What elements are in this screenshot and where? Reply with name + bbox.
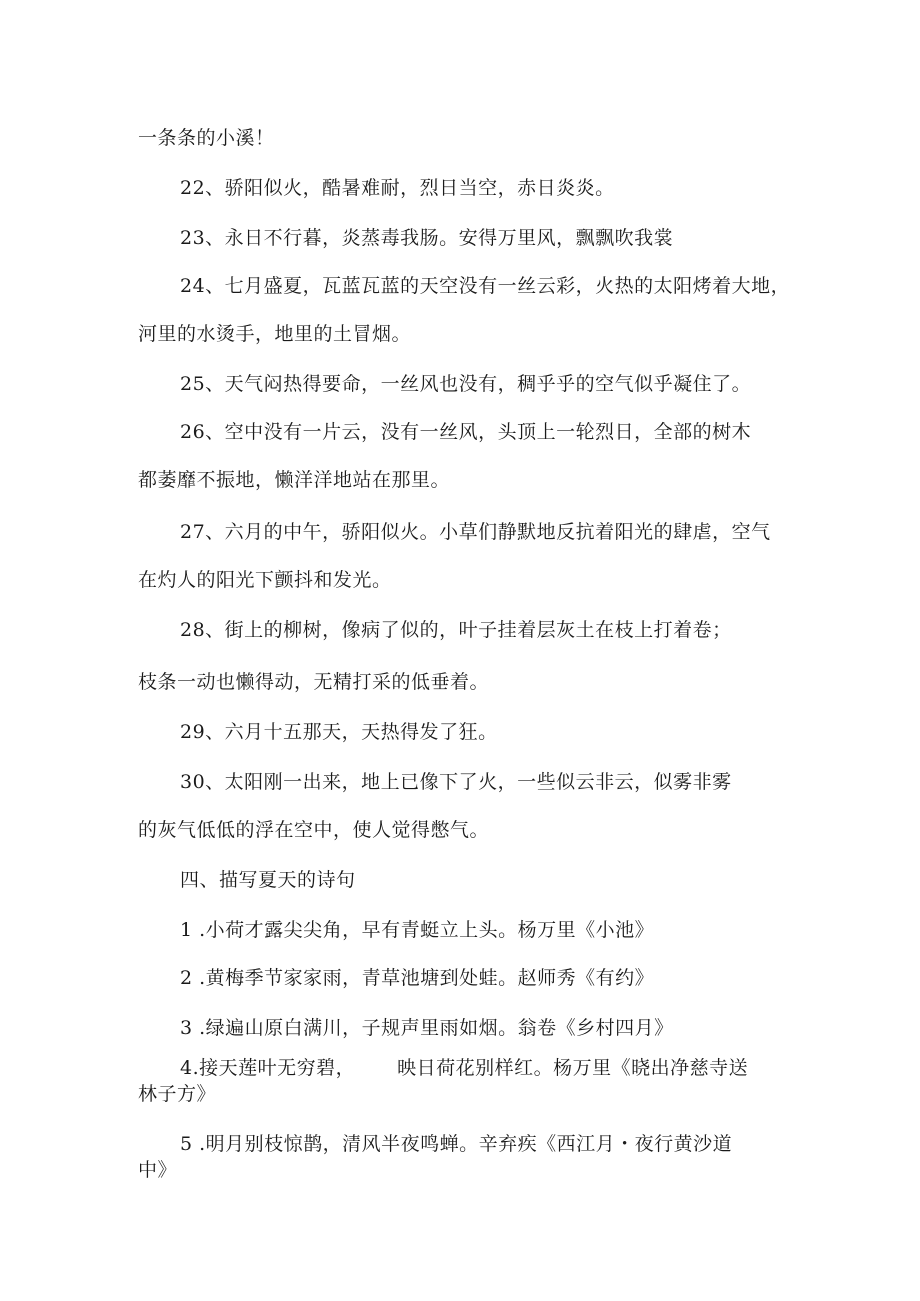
- poem-1: 1 .小荷才露尖尖角，早有青蜓立上头。杨万里《小池》: [180, 919, 655, 941]
- poem-4-line-2: 林子方》: [138, 1083, 217, 1105]
- paragraph-28-line-1: 28、街上的柳树，像病了似的，叶子挂着层灰土在枝上打着卷；: [180, 619, 732, 641]
- poem-4-part-a: 4.接天莲叶无穷碧，: [180, 1057, 356, 1079]
- poem-3: 3 .绿遍山原白满川，子规声里雨如烟。翁卷《乡村四月》: [180, 1017, 674, 1039]
- paragraph-22: 22、骄阳似火，酷暑难耐，烈日当空，赤日炎炎。: [180, 177, 615, 199]
- poem-5-line-1: 5 .明月别枝惊鹊，清风半夜鸣蝉。辛弃疾《西江月・夜行黄沙道: [180, 1133, 733, 1155]
- poem-4-line-1: [180, 1056, 748, 1080]
- poem-4-part-b: 映日荷花别样红。杨万里《晓出净慈寺送: [397, 1057, 749, 1079]
- paragraph-24-line-2: 河里的水烫手，地里的土冒烟。: [138, 323, 412, 345]
- paragraph-26-line-1: 26、空中没有一片云，没有一丝风，头顶上一轮烈日，全部的树木: [180, 421, 752, 443]
- paragraph-25: 25、天气闷热得要命，一丝风也没有，稠乎乎的空气似乎凝住了。: [180, 373, 752, 395]
- paragraph-23: 23、永日不行暮，炎蒸毒我肠。安得万里风，飘飘吹我裳: [180, 227, 674, 249]
- paragraph-27-line-2: 在灼人的阳光下颤抖和发光。: [138, 569, 392, 591]
- paragraph-30-line-2: 的灰气低低的浮在空中，使人觉得憋气。: [138, 819, 490, 841]
- paragraph-27-line-1: 27、六月的中午，骄阳似火。小草们静默地反抗着阳光的肆虐，空气: [180, 521, 771, 543]
- poem-2: 2 .黄梅季节家家雨，青草池塘到处蛙。赵师秀《有约》: [180, 967, 655, 989]
- poem-5-line-2: 中》: [138, 1159, 178, 1181]
- paragraph-30-line-1: 30、太阳刚一出来，地上已像下了火，一些似云非云，似雾非雾: [180, 771, 732, 793]
- paragraph-24-line-1: 24、七月盛夏，瓦蓝瓦蓝的天空没有一丝云彩，火热的太阳烤着大地，: [180, 275, 791, 297]
- paragraph-29: 29、六月十五那天，天热得发了狂。: [180, 721, 498, 743]
- paragraph-line: 一条条的小溪！: [138, 127, 275, 149]
- paragraph-28-line-2: 枝条一动也懒得动，无精打采的低垂着。: [138, 671, 490, 693]
- paragraph-26-line-2: 都萎靡不振地，懒洋洋地站在那里。: [138, 469, 451, 491]
- section-heading: 四、描写夏天的诗句: [180, 869, 356, 891]
